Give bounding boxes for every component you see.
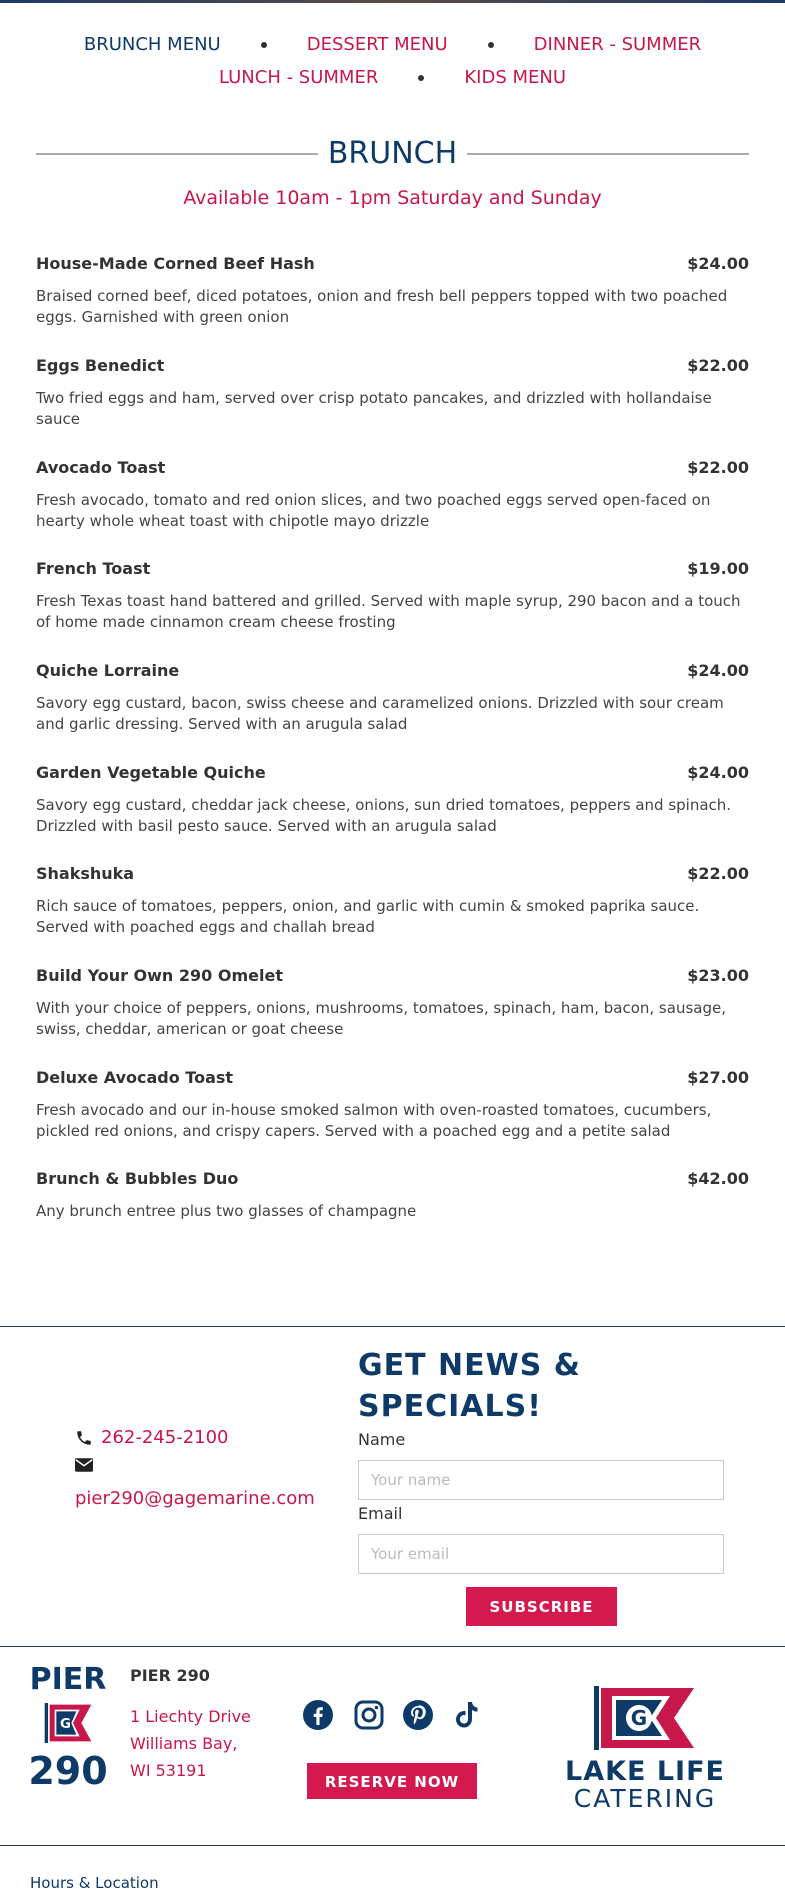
email-label: Email: [358, 1504, 403, 1523]
nav-separator: [261, 42, 267, 48]
nav-kids-menu[interactable]: KIDS MENU: [464, 67, 567, 88]
menu-item: [36, 254, 749, 328]
menu-item-description: Fresh avocado and our in-house smoked salmon with oven-roasted tomatoes, cucumbers, pickled red onions, and crispy capers. Served with a poached egg and a petite salad: [36, 1101, 712, 1140]
section-title: BRUNCH: [327, 136, 458, 171]
menu-item-name: Eggs Benedict: [36, 356, 165, 375]
menu-item-name: Build Your Own 290 Omelet: [36, 966, 283, 985]
menu-item: [36, 661, 749, 735]
pier-290-logo[interactable]: [28, 1663, 108, 1793]
menu-item-description: With your choice of peppers, onions, mushrooms, tomatoes, spinach, ham, bacon, sausage, swiss, cheddar, american or goat cheese: [36, 999, 726, 1038]
menu-item-price: $19.00: [687, 559, 749, 578]
logo-flag-letter: G: [60, 1717, 71, 1732]
menu-item-description: Rich sauce of tomatoes, peppers, onion, and garlic with cumin & smoked paprika sauce. Served with poached eggs and challah bread: [36, 897, 700, 936]
email-input[interactable]: [358, 1534, 724, 1574]
menu-item-name: Deluxe Avocado Toast: [36, 1068, 234, 1087]
footer-divider-middle: [0, 1646, 785, 1647]
address-line-3[interactable]: WI 53191: [130, 1761, 207, 1780]
catering-flag-icon: [590, 1684, 700, 1752]
newsletter-title-line-1: GET NEWS &: [358, 1348, 581, 1383]
contact-email: [75, 1488, 315, 1509]
menu-item-description: Two fried eggs and ham, served over crisp potato pancakes, and drizzled with hollandaise sauce: [36, 389, 712, 428]
menu-item: [36, 966, 749, 1040]
menu-item: [36, 763, 749, 837]
menu-item-name: Garden Vegetable Quiche: [36, 763, 266, 782]
nav-separator: [418, 75, 424, 81]
email-link[interactable]: pier290@gagemarine.com: [75, 1488, 315, 1509]
nav-lunch-summer[interactable]: LUNCH - SUMMER: [218, 67, 379, 88]
menu-item-price: $22.00: [687, 356, 749, 375]
menu-item-price: $22.00: [687, 864, 749, 883]
newsletter-title: [358, 1345, 738, 1427]
name-label: Name: [358, 1430, 406, 1449]
pinterest-icon[interactable]: [401, 1698, 435, 1732]
footer-divider-top: [0, 1326, 785, 1327]
address-line-1[interactable]: 1 Liechty Drive: [130, 1707, 251, 1726]
instagram-icon[interactable]: [352, 1698, 386, 1732]
menu-item-description: Braised corned beef, diced potatoes, onion and fresh bell peppers topped with two poached eggs. Garnished with green onion: [36, 287, 728, 326]
footer-divider-bottom: [0, 1845, 785, 1846]
menu-item-description: Savory egg custard, bacon, swiss cheese and caramelized onions. Drizzled with sour cream and garlic dressing. Served with an arugula salad: [36, 694, 724, 733]
menu-item: [36, 1169, 749, 1222]
menu-item-description: Savory egg custard, cheddar jack cheese, onions, sun dried tomatoes, peppers and spinach. Drizzled with basil pesto sauce. Served with an arugula salad: [36, 796, 732, 835]
menu-item-price: $23.00: [687, 966, 749, 985]
logo-text-bottom: 290: [28, 1749, 108, 1793]
facebook-icon[interactable]: [301, 1698, 335, 1732]
menu-nav-row-2: [0, 67, 785, 88]
contact-phone-row: [75, 1427, 229, 1448]
menu-item-name: Shakshuka: [36, 864, 135, 883]
logo-text-top: PIER: [29, 1662, 107, 1697]
menu-item: [36, 559, 749, 633]
nav-dessert-menu[interactable]: DESSERT MENU: [306, 34, 448, 55]
phone-icon: [75, 1429, 93, 1447]
subscribe-button[interactable]: SUBSCRIBE: [466, 1587, 617, 1626]
address-line-2[interactable]: Williams Bay,: [130, 1734, 238, 1753]
menu-item-price: $42.00: [687, 1169, 749, 1188]
menu-item-name: French Toast: [36, 559, 151, 578]
menu-item-description: Any brunch entree plus two glasses of champagne: [36, 1202, 417, 1220]
nav-dinner-summer[interactable]: DINNER - SUMMER: [533, 34, 702, 55]
lake-life-catering-logo[interactable]: [556, 1684, 734, 1812]
menu-item-name: Avocado Toast: [36, 458, 166, 477]
catering-flag-letter: G: [630, 1706, 648, 1730]
menu-item: [36, 1068, 749, 1142]
envelope-icon: [75, 1458, 93, 1472]
menu-item-description: Fresh avocado, tomato and red onion slices, and two poached eggs served open-faced on hearty whole wheat toast with chipotle mayo drizzle: [36, 491, 711, 530]
address-block: [130, 1666, 251, 1784]
menu-item-price: $24.00: [687, 661, 749, 680]
tiktok-icon[interactable]: [450, 1698, 484, 1732]
menu-item-name: House-Made Corned Beef Hash: [36, 254, 315, 273]
menu-item: [36, 356, 749, 430]
name-input[interactable]: [358, 1460, 724, 1500]
title-divider-left: [36, 153, 318, 155]
menu-item-price: $27.00: [687, 1068, 749, 1087]
menu-item-price: $22.00: [687, 458, 749, 477]
availability-text: Available 10am - 1pm Saturday and Sunday: [183, 187, 602, 209]
reserve-now-button[interactable]: RESERVE NOW: [307, 1763, 477, 1799]
contact-email-row: [75, 1458, 101, 1472]
catering-line-2: CATERING: [573, 1784, 717, 1813]
menu-nav-row-1: [0, 34, 785, 55]
top-accent-bar: [0, 0, 785, 3]
flag-logo-icon: [43, 1701, 93, 1745]
venue-name: PIER 290: [130, 1666, 210, 1685]
section-title-row: [36, 136, 749, 171]
nav-separator: [488, 42, 494, 48]
menu-item: [36, 458, 749, 532]
title-divider-right: [467, 153, 749, 155]
phone-link[interactable]: 262-245-2100: [101, 1427, 229, 1448]
nav-brunch-menu[interactable]: BRUNCH MENU: [83, 34, 221, 55]
menu-item-description: Fresh Texas toast hand battered and grilled. Served with maple syrup, 290 bacon and a touch of home made cinnamon cream cheese frosting: [36, 592, 741, 631]
menu-item-price: $24.00: [687, 763, 749, 782]
menu-item-name: Brunch & Bubbles Duo: [36, 1169, 239, 1188]
newsletter-title-line-2: SPECIALS!: [358, 1389, 542, 1424]
catering-line-1: LAKE LIFE: [564, 1756, 725, 1787]
menu-item-price: $24.00: [687, 254, 749, 273]
menu-item: [36, 864, 749, 938]
hours-location-link[interactable]: Hours & Location: [30, 1874, 159, 1892]
menu-item-name: Quiche Lorraine: [36, 661, 180, 680]
